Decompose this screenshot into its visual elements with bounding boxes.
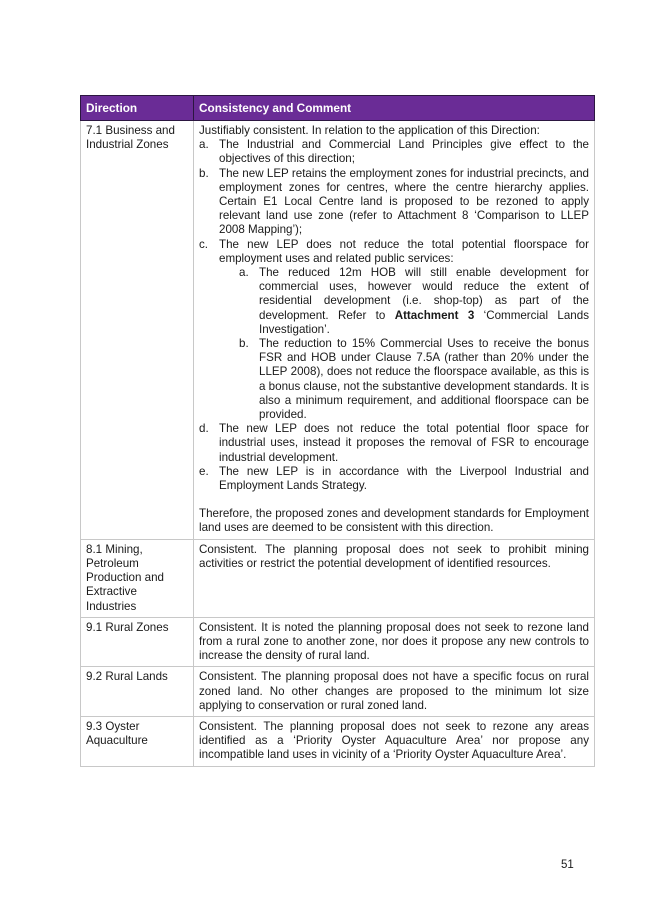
direction-cell: 8.1 Mining, Petroleum Production and Extractive Industries — [81, 539, 194, 617]
list-item: d. The new LEP does not reduce the total potential floor space for industrial uses, instead it proposes the removal of FSR to encourage industrial development. — [199, 422, 589, 464]
header-direction: Direction — [81, 96, 194, 121]
directions-table — [80, 95, 595, 767]
comment-cell: Consistent. The planning proposal does not seek to prohibit mining activities or restrict the potential development of identified resources. — [194, 539, 595, 617]
table-row — [81, 716, 595, 766]
direction-cell: 9.1 Rural Zones — [81, 617, 194, 667]
page-number: 51 — [561, 859, 574, 871]
table-row — [81, 617, 595, 667]
comment-conclusion: Therefore, the proposed zones and development standards for Employment land uses are deemed to be consistent with this direction. — [199, 507, 589, 535]
header-consistency-comment: Consistency and Comment — [194, 96, 595, 121]
comment-intro: Justifiably consistent. In relation to the application of this Direction: — [199, 124, 540, 137]
list-item: a. The Industrial and Commercial Land Principles give effect to the objectives of this direction; — [199, 138, 589, 166]
table-row — [81, 667, 595, 717]
item-list — [199, 138, 589, 493]
sub-list-item: a. The reduced 12m HOB will still enable development for commercial uses, however would reduce the extent of residential development (i.e. shop-top) as part of the development. Refer to Attachment 3 ‘Commercial Lands Investigation’. — [239, 266, 589, 336]
table-header-row — [81, 96, 595, 121]
list-item: b. The new LEP retains the employment zones for industrial precincts, and employment zones for centres, where the centre hierarchy applies. Certain E1 Local Centre land is proposed to be rezoned to apply relevant land use zone (refer to Attachment 8 ‘Comparison to LLEP 2008 Mapping’); — [199, 166, 589, 237]
sub-list-item: b. The reduction to 15% Commercial Uses to receive the bonus FSR and HOB under Clause 7.5A (rather than 20% under the LLEP 2008), does not reduce the floorspace available, as this is a bonus clause, not the substantive development standards. It is also a minimum requirement, and additional floorspace can be provided. — [239, 337, 589, 422]
sub-item-list — [199, 266, 589, 422]
comment-cell — [194, 121, 595, 540]
direction-cell: 9.3 Oyster Aquaculture — [81, 716, 194, 766]
comment-cell: Consistent. It is noted the planning proposal does not seek to rezone land from a rural zone to another zone, nor does it propose any new controls to increase the density of rural land. — [194, 617, 595, 667]
direction-7-1: 7.1 Business and Industrial Zones — [86, 124, 175, 152]
table-row — [81, 539, 595, 617]
comment-cell: Consistent. The planning proposal does not seek to rezone any areas identified as a ‘Priority Oyster Aquaculture Area’ nor propose any incompatible land uses in vicinity of a ‘Priority Oyster Aquaculture Area’. — [194, 716, 595, 766]
direction-cell: 9.2 Rural Lands — [81, 667, 194, 717]
list-item: e. The new LEP is in accordance with the Liverpool Industrial and Employment Lands Strategy. — [199, 464, 589, 493]
comment-cell: Consistent. The planning proposal does not have a specific focus on rural zoned land. No other changes are proposed to the minimum lot size applying to conservation or rural zoned land. — [194, 667, 595, 717]
attachment-3-reference: Attachment 3 — [394, 308, 475, 322]
list-item: c. The new LEP does not reduce the total potential floorspace for employment uses and related public services: a. The reduced 12m HOB will still enable development for commercial uses, however would reduce the extent of residential development (i.e. shop-top) as part of the development. Refer to Attachment 3 ‘Commercial Lands Investigation’. b. The reduction to 15% Commercial Uses to receive the bonus FSR and HOB under Clause 7.5A (rather than 20% under the LLEP 2008), does not reduce the floorspace available, as this is a bonus clause, not the substantive development standards. It is also a minimum requirement, and additional floorspace can be provided. — [199, 237, 589, 422]
direction-cell — [81, 121, 194, 540]
table-row — [81, 121, 595, 540]
